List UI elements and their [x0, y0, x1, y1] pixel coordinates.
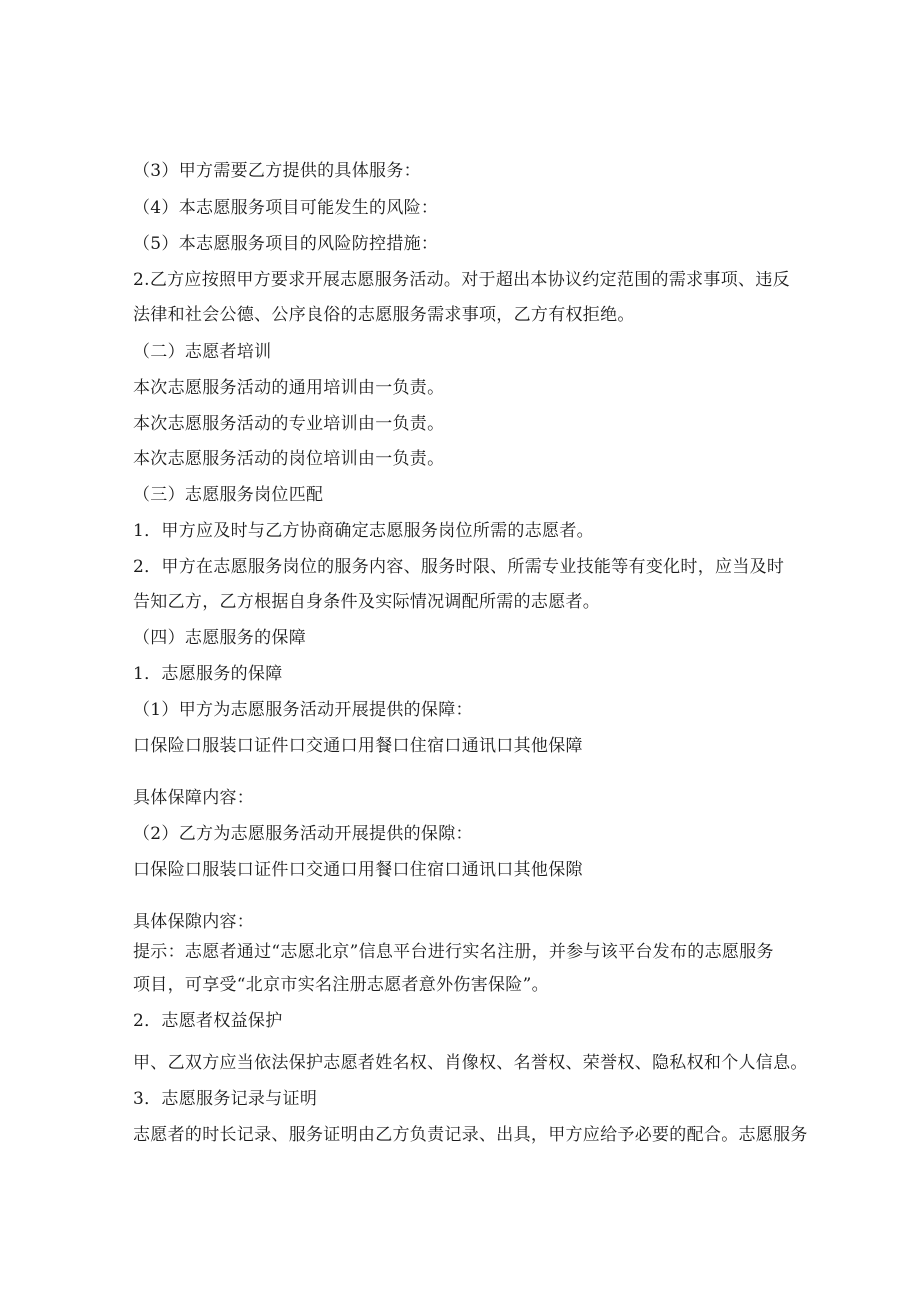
- party-a-guarantee-details: 具体保障内容：: [133, 788, 255, 808]
- training-professional: 本次志愿服务活动的专业培训由一负责。: [133, 414, 445, 434]
- party-a-guarantee-label: （1）甲方为志愿服务活动开展提供的保障：: [133, 700, 473, 720]
- party-a-guarantee-options: 口保险口服装口证件口交通口用餐口住宿口通讯口其他保障: [133, 736, 583, 756]
- item-3-services: （3）甲方需要乙方提供的具体服务：: [133, 161, 421, 181]
- training-general: 本次志愿服务活动的通用培训由一负责。: [133, 378, 445, 398]
- item-5-risk-control: （5）本志愿服务项目的风险防控措施：: [133, 234, 439, 254]
- matching-clause-2-line-1: 2．甲方在志愿服务岗位的服务内容、服务时限、所需专业技能等有变化时，应当及时: [133, 557, 785, 577]
- rights-protection-text: 甲、乙双方应当依法保护志愿者姓名权、肖像权、名誉权、荣誉权、隐私权和个人信息。: [133, 1053, 808, 1073]
- rights-protection-heading: 2．志愿者权益保护: [133, 1011, 283, 1031]
- item-4-risks: （4）本志愿服务项目可能发生的风险：: [133, 198, 439, 218]
- party-b-guarantee-options: 口保险口服装口证件口交通口用餐口住宿口通讯口其他保隙: [133, 860, 583, 880]
- matching-clause-2-line-2: 告知乙方，乙方根据自身条件及实际情况调配所需的志愿者。: [133, 592, 601, 612]
- party-b-guarantee-label: （2）乙方为志愿服务活动开展提供的保隙：: [133, 824, 473, 844]
- party-b-guarantee-details: 具体保隙内容：: [133, 912, 255, 932]
- matching-clause-1: 1．甲方应及时与乙方协商确定志愿服务岗位所需的志愿者。: [133, 521, 594, 541]
- section-heading-training: （二）志愿者培训: [133, 342, 272, 362]
- clause-2-line-2: 法律和社会公德、公序良俗的志愿服务需求事项，乙方有权拒绝。: [133, 305, 635, 325]
- clause-2-line-1: 2.乙方应按照甲方要求开展志愿服务活动。对于超出本协议约定范围的需求事项、违反: [133, 270, 790, 290]
- service-record-heading: 3．志愿服务记录与证明: [133, 1089, 318, 1109]
- section-heading-matching: （三）志愿服务岗位匹配: [133, 485, 324, 505]
- tip-line-1: 提示：志愿者通过“志愿北京”信息平台进行实名注册，并参与该平台发布的志愿服务: [133, 942, 774, 962]
- tip-line-2: 项目，可享受“北京市实名注册志愿者意外伤害保险”。: [133, 975, 549, 995]
- service-record-text: 志愿者的时长记录、服务证明由乙方负责记录、出具，甲方应给予必要的配合。志愿服务: [133, 1125, 808, 1145]
- guarantee-clause-1: 1．志愿服务的保障: [133, 664, 283, 684]
- training-position: 本次志愿服务活动的岗位培训由一负责。: [133, 449, 445, 469]
- section-heading-guarantee: （四）志愿服务的保障: [133, 628, 306, 648]
